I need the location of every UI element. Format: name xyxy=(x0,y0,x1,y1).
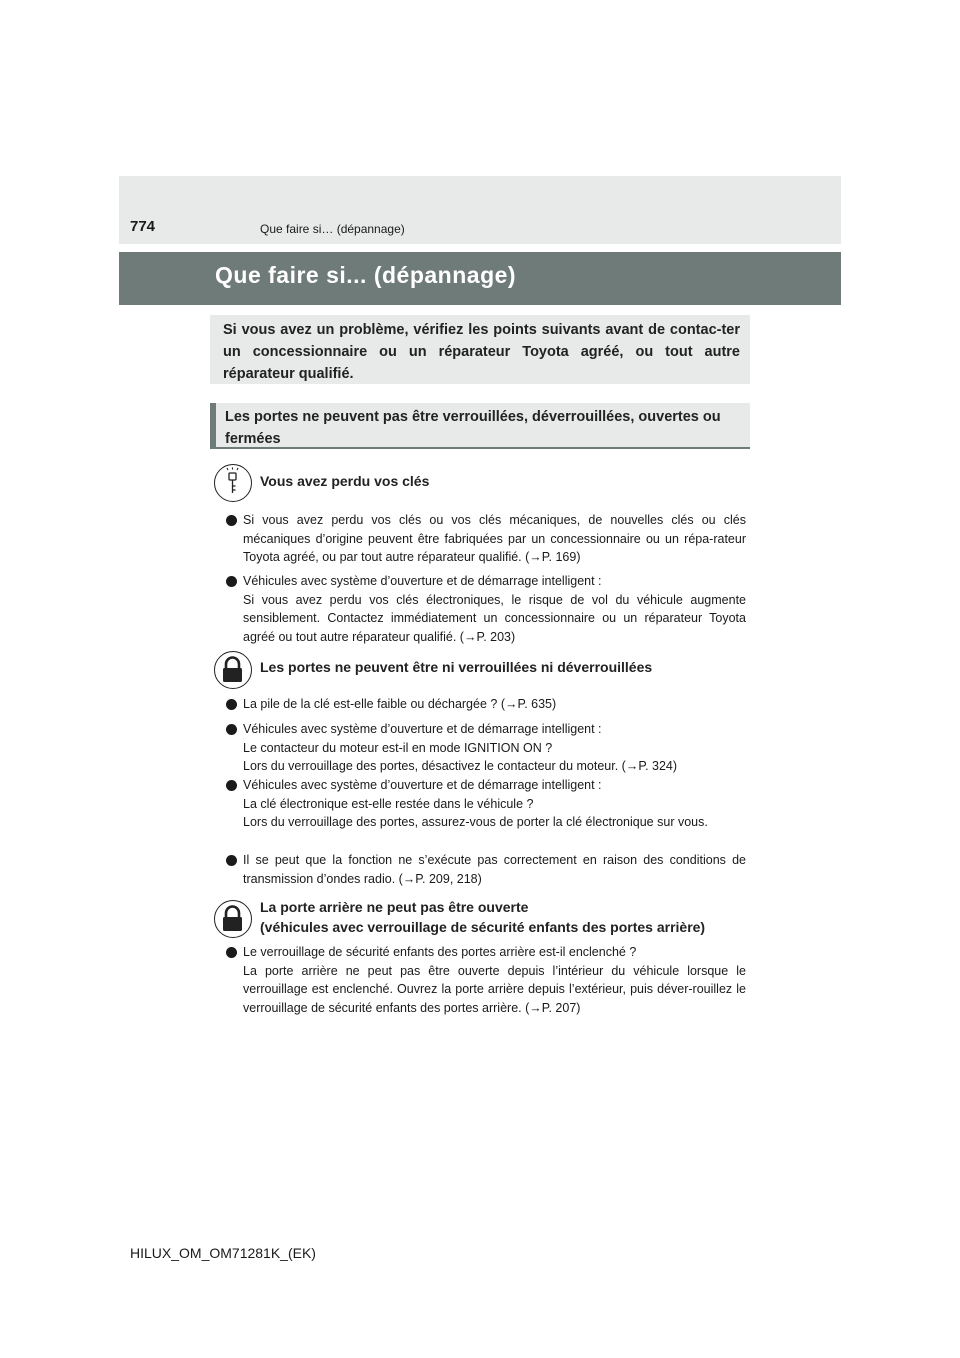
bullet-dot xyxy=(226,515,237,526)
subsection-heading-rear-door xyxy=(260,897,705,937)
section-heading-text: Les portes ne peuvent pas être verrouillées, déverrouillées, ouvertes ou fermées xyxy=(225,409,721,447)
padlock-icon xyxy=(214,900,252,938)
bullet-text: Si vous avez perdu vos clés ou vos clés mécaniques, de nouvelles clés ou clés mécaniques d’origine peuvent être fabriquées par un concessionnaire ou un répa-rateur Toyota agréé, ou par tout autre réparateur qualifié. (→P. 169) xyxy=(243,513,746,564)
bullet-text: La pile de la clé est-elle faible ou déchargée ? (→P. 635) xyxy=(243,697,557,711)
title-bar xyxy=(119,252,841,305)
bullet-text: Le verrouillage de sécurité enfants des portes arrière est-il enclenché ? xyxy=(243,945,637,959)
bullet-text: Lors du verrouillage des portes, assurez-vous de porter la clé électronique sur vous. xyxy=(243,815,708,829)
list-item xyxy=(226,695,746,714)
subsection-heading-line: La porte arrière ne peut pas être ouverte xyxy=(260,899,529,915)
intro-text: Si vous avez un problème, vérifiez les points suivants avant de contac-ter un concessionnaire ou un réparateur Toyota agréé, ou tout autre réparateur qualifié. xyxy=(223,322,740,382)
running-head: Que faire si… (dépannage) xyxy=(260,222,405,236)
subsection-heading-lost-keys: Vous avez perdu vos clés xyxy=(260,473,430,489)
bullet-text: Lors du verrouillage des portes, désactivez le contacteur du moteur. (→P. 324) xyxy=(243,759,678,773)
intro-box xyxy=(210,315,750,384)
list-item xyxy=(226,511,746,567)
footer-doc-code: HILUX_OM_OM71281K_(EK) xyxy=(130,1245,316,1261)
list-item xyxy=(226,572,746,646)
bullet-dot xyxy=(226,576,237,587)
bullet-text: Véhicules avec système d’ouverture et de démarrage intelligent : xyxy=(243,722,602,736)
bullet-text: Véhicules avec système d’ouverture et de démarrage intelligent : xyxy=(243,574,602,588)
bullet-text: Il se peut que la fonction ne s’exécute pas correctement en raison des conditions de transmission d’ondes radio. (→P. 209, 218) xyxy=(243,853,746,886)
subsection-heading-lock-unlock: Les portes ne peuvent être ni verrouillées ni déverrouillées xyxy=(260,659,653,675)
list-item xyxy=(226,943,746,1017)
page-title: Que faire si... (dépannage) xyxy=(215,262,517,288)
bullet-dot xyxy=(226,724,237,735)
subsection-heading-line: (véhicules avec verrouillage de sécurité enfants des portes arrière) xyxy=(260,919,706,935)
header-band xyxy=(119,176,841,244)
bullet-dot xyxy=(226,855,237,866)
bullet-text: Si vous avez perdu vos clés électroniques, le risque de vol du véhicule augmente sensiblement. Contactez immédiatement un concessionnaire ou un réparateur Toyota agréé ou tout autre réparateur qualifié. (→P. 203) xyxy=(243,592,746,644)
section-heading xyxy=(210,403,750,449)
key-icon xyxy=(214,464,252,502)
list-item xyxy=(226,851,746,888)
list-item xyxy=(226,720,746,776)
page-number: 774 xyxy=(130,218,156,235)
bullet-text: Véhicules avec système d’ouverture et de démarrage intelligent : xyxy=(243,778,602,792)
padlock-icon xyxy=(214,651,252,689)
list-item xyxy=(226,776,746,832)
bullet-text: La porte arrière ne peut pas être ouverte depuis l’intérieur du véhicule lorsque le verrouillage est enclenché. Ouvrez la porte arrière depuis l’extérieur, puis déver-rouillez le verrouillage de sécurité enfants des portes arrière. (→P. 207) xyxy=(243,963,746,1015)
bullet-dot xyxy=(226,780,237,791)
bullet-text: Le contacteur du moteur est-il en mode IGNITION ON ? xyxy=(243,740,553,755)
bullet-text: La clé électronique est-elle restée dans le véhicule ? xyxy=(243,796,534,811)
bullet-dot xyxy=(226,947,237,958)
bullet-dot xyxy=(226,699,237,710)
